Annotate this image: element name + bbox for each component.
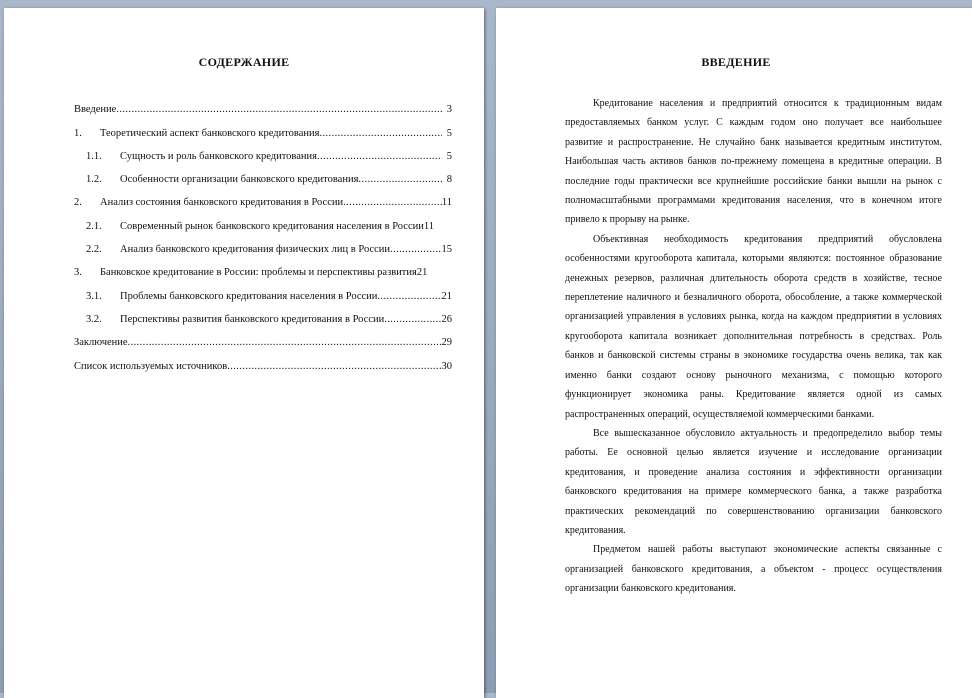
page-title: ВВЕДЕНИЕ xyxy=(701,55,771,69)
document-page-contents xyxy=(4,8,484,698)
toc-entry-text: Сущность и роль банковского кредитования xyxy=(120,150,317,162)
paragraph: Предметом нашей работы выступают экономические аспекты связанные с организацией банковского кредитования, а объектом - процесс осуществления организации банковского кредитования. xyxy=(565,544,942,595)
toc-entry-page: 11 xyxy=(441,197,452,209)
toc-entry-text: Особенности организации банковского кредитования xyxy=(120,174,359,186)
toc-entry-page: 5 xyxy=(446,127,452,139)
toc-entry-text: Введение xyxy=(74,104,117,116)
paragraph: Кредитование населения и предприятий относится к традиционным видам предоставляемых банком услуг. С каждым годом оно получает все наибольшее развитие и распространение. Не случайно банк называется кредитным институтом. Наибольшая часть активов банков по-прежнему помещена в кредитные операции. В последние годы практически все крупнейшие российские банки вышли на рынок с полномасштабными программами кредитования населения, что в конечном итоге привело к прорыву на рынке. xyxy=(565,98,942,226)
toc-entry[interactable] xyxy=(74,187,452,210)
toc-entry[interactable] xyxy=(74,164,452,187)
toc-entry[interactable] xyxy=(74,141,452,164)
toc-entry-page: 11 xyxy=(423,220,434,232)
toc-entry[interactable] xyxy=(74,210,452,233)
toc-entry-text: Заключение xyxy=(74,337,128,349)
paragraph: Объективная необходимость кредитования предприятий обусловлена особенностями кругооборота капитала, которыми являются: постоянное образование денежных резервов, различная длительность оборота средств в хозяйстве, тесное переплетение наличного и безналичного оборота, обособление, а также коммерческой организацией управления в условиях рынка, когда на каждом предприятии в условиях кругооборота капитала возникает дополнительная потребность в средствах. Роль банков и банковской системы страны в экономике государства очень велика, так как именно банки создают основу рыночного механизма, с помощью которого функционирует экономика раны. Кредитование является одной из самых распространенных операций, осуществляемой коммерческими банками. xyxy=(565,233,942,420)
toc-entry-page: 8 xyxy=(446,174,452,186)
toc-entry[interactable] xyxy=(74,304,452,327)
toc-entry-number: 3.1. xyxy=(86,290,102,302)
toc-entry-page: 21 xyxy=(416,267,428,279)
page-title: СОДЕРЖАНИЕ xyxy=(198,55,290,69)
toc-entry-text: Анализ банковского кредитования физических лиц в России xyxy=(120,244,391,256)
toc-entry-number: 2.2. xyxy=(86,244,102,256)
toc-entry-page: 3 xyxy=(446,104,452,116)
toc-entry-number: 1.2. xyxy=(86,174,102,186)
table-of-contents xyxy=(74,94,452,374)
toc-entry-page: 5 xyxy=(446,150,452,162)
toc-entry-page: 30 xyxy=(441,360,452,372)
toc-entry-text: Перспективы развития банковского кредитования в России xyxy=(120,313,385,325)
toc-entry-text: Банковское кредитование в России: проблемы и перспективы развития xyxy=(100,267,417,279)
toc-entry-text: Список используемых источников xyxy=(74,360,228,372)
paragraph: Все вышесказанное обусловило актуальность и предопределило выбор темы работы. Ее основной целью является изучение и исследование организации кредитования, и проведение анализа состояния и эффективности организации банковского кредитования на примере коммерческого банка, а также разработка практических рекомендаций по совершенствованию организации банковского кредитования. xyxy=(565,427,942,536)
body-text[interactable] xyxy=(565,94,942,599)
document-page-introduction xyxy=(496,8,972,698)
toc-entry-number: 2. xyxy=(74,197,82,209)
toc-entry-page: 29 xyxy=(441,337,452,349)
toc-entry-number: 1. xyxy=(74,127,82,139)
toc-entry[interactable] xyxy=(74,94,452,117)
toc-entry-number: 2.1. xyxy=(86,220,102,232)
toc-entry-text: Анализ состояния банковского кредитования в России xyxy=(100,197,344,209)
toc-entry-text: Современный рынок банковского кредитования населения в России xyxy=(120,220,424,232)
toc-entry[interactable] xyxy=(74,280,452,303)
toc-entry[interactable] xyxy=(74,350,452,373)
toc-entry-page: 26 xyxy=(441,313,452,325)
toc-entry-page: 21 xyxy=(441,290,452,302)
toc-entry-page: 15 xyxy=(441,244,452,256)
toc-entry-number: 1.1. xyxy=(86,150,102,162)
toc-entry[interactable] xyxy=(74,234,452,257)
toc-entry[interactable] xyxy=(74,257,452,280)
toc-entry-number: 3. xyxy=(74,267,82,279)
toc-entry[interactable] xyxy=(74,117,452,140)
toc-entry-text: Проблемы банковского кредитования населения в России xyxy=(120,290,378,302)
toc-entry-number: 3.2. xyxy=(86,313,102,325)
toc-entry[interactable] xyxy=(74,327,452,350)
toc-entry-text: Теоретический аспект банковского кредитования xyxy=(100,127,320,139)
